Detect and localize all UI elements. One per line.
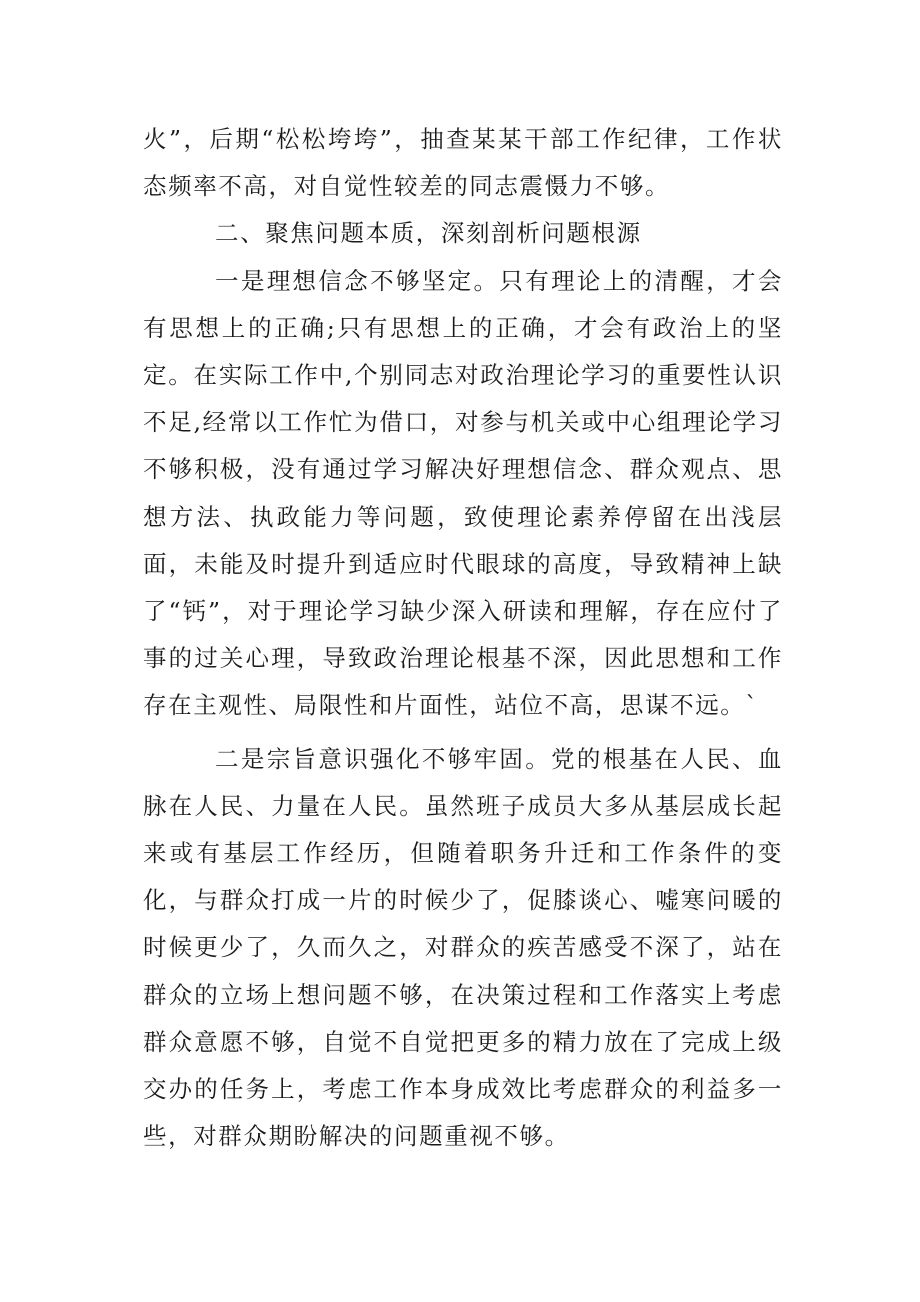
- document-body: [143, 116, 783, 1160]
- paragraph-faith: 一是理想信念不够坚定。只有理论上的清醒，才会有思想上的正确;只有思想上的正确，才会有政治上的坚定。在实际工作中,个别同志对政治理论学习的重要性认识不足,经常以工作忙为借口，对参与机关或中心组理论学习不够积极，没有通过学习解决好理想信念、群众观点、思想方法、执政能力等问题，致使理论素养停留在出浅层面，未能及时提升到适应时代眼球的高度，导致精神上缺了“钙”，对于理论学习缺少深入研读和理解，存在应付了事的过关心理，导致政治理论根基不深，因此思想和工作存在主观性、局限性和片面性，站位不高，思谋不远。`: [143, 266, 783, 720]
- paragraph-continuation: 火”，后期“松松垮垮”，抽查某某干部工作纪律，工作状态频率不高，对自觉性较差的同志震慑力不够。: [143, 125, 783, 201]
- paragraph-purpose: 二是宗旨意识强化不够牢固。党的根基在人民、血脉在人民、力量在人民。虽然班子成员大多从基层成长起来或有基层工作经历，但随着职务升迁和工作条件的变化，与群众打成一片的时候少了，促膝谈心、嘘寒问暖的时候更少了，久而久之，对群众的疾苦感受不深了，站在群众的立场上想问题不够，在决策过程和工作落实上考虑群众意愿不够，自觉不自觉把更多的精力放在了完成上级交办的任务上，考虑工作本身成效比考虑群众的利益多一些，对群众期盼解决的问题重视不够。: [143, 744, 783, 1151]
- section-heading: 二、聚焦问题本质，深刻剖析问题根源: [215, 219, 642, 248]
